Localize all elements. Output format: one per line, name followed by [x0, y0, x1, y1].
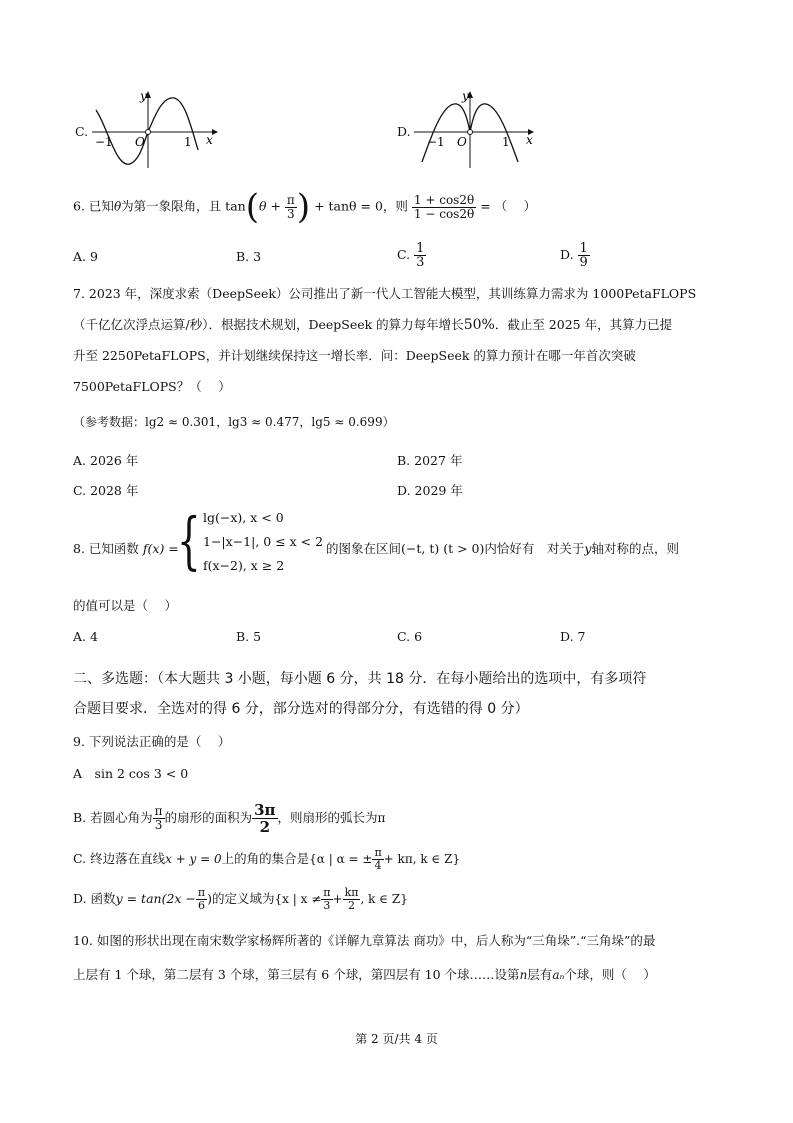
- q5-option-d-graph: [412, 88, 542, 170]
- q6-right-paren: ): [296, 187, 311, 227]
- q5-c-tick-1: 1: [184, 135, 192, 149]
- q6-pi-over-3: $\frac{\pi}{3}$: [286, 192, 295, 221]
- q7-option-c: C. 2028 年: [73, 483, 139, 498]
- q8-case3: f(x−2), x ≥ 2: [203, 558, 285, 573]
- q5-d-y-label: y: [462, 89, 469, 103]
- q6-main-fraction: $\frac{1 + \cos 2\theta}{1 - \cos 2\theta}$: [413, 192, 475, 221]
- q6-text2: 为第一象限角，且: [121, 198, 222, 214]
- q8-option-d: D. 7: [560, 629, 586, 644]
- q5-d-x-label: x: [526, 133, 533, 147]
- page-footer: 第 2 页/共 4 页: [355, 1032, 438, 1046]
- q5-d-tick-neg1: −1: [427, 135, 445, 149]
- q6-option-b: B. 3: [236, 249, 262, 264]
- q8-option-a: A. 4: [73, 629, 98, 644]
- q7-option-d: D. 2029 年: [397, 483, 463, 498]
- q7-line3: 升至 2250PetaFLOPS，并计划继续保持这一增长率．问：DeepSeek 的算力预计在哪一年首次突破: [73, 348, 636, 363]
- q8-option-b: B. 5: [236, 629, 262, 644]
- exam-page: C. −1 O 1 x y D. −1 O 1 x y 6. 已知θ为第一象限角，且 tan(θ + $\frac{\pi}{3}$ ) + tanθ = 0，则 $\frac{1 + \cos 2\theta}{1 - \cos 2\theta}$ = （ ） A. 9 B. 3 C. $\frac{1}{3}$ D. $\frac{1}{9}$ 7. 2023 年，深度求索（DeepSeek）公司推出了新一代人工智能大模型，其训练算力需求为 1000PetaFLOPS （千亿亿次浮点运算/秒）．根据技术规划，DeepSeek 的算力每年增长50%．截止至 2025 年，其算力已提 升至 2250PetaFLOPS，并计划继续保持这一增长率．问：DeepSeek 的算力预计在哪一年首次突破 7500PetaFLOPS？（ ） （参考数据：lg2 ≈ 0.301，lg3 ≈ 0.477，lg5 ≈ 0.699） A. 2026 年 B. 2027 年 C. 2028 年 D. 2029 年 8. 已知函数 f(x) = { lg(−x), x < 0 1−|x−1|, 0 ≤ x < 2 f(x−2), x ≥ 2 的图象在区间(−t, t) (t > 0)内恰好有 对关于y轴对称的点，则 的值可以是（ ） A. 4 B. 5 C. 6 D. 7 二、多选题：（本大题共 3 小题，每小题 6 分，共 18 分．在每小题给出的选项中，有多项符 合题目要求．全选对的得 6 分，部分选对的得部分分，有选错的得 0 分） 9. 下列说法正确的是（ ） A sin 2 cos 3 < 0 B. 若圆心角为 $\frac{\pi}{3}$ 的扇形的面积为 $\frac{3\pi}{2}$ ，则扇形的弧长为π C. 终边落在直线x + y = 0上的角的集合是{α | α = ± $\frac{\pi}{4}$ + kπ, k ∈ Z} D. 函数y = tan(2x − $\frac{\pi}{6}$ )的定义域为{x | x ≠ $\frac{\pi}{3}$ + $\frac{k\pi}{2}$ , k ∈ Z} 10. 如图的形状出现在南宋数学家杨辉所著的《详解九章算法 商功》中，后人称为“三角垛”.“三角垛”的最 上层有 1 个球，第二层有 3 个球，第三层有 6 个球，第四层有 10 个球……设第n层有aₙ个球，则（ ） 第 2 页/共 4 页: [0, 0, 793, 1123]
- q5-option-c-label: C.: [75, 124, 89, 139]
- q8-rest: 的图象在区间(−t, t) (t > 0)内恰好有 对关于y轴对称的点，则: [326, 541, 679, 556]
- q6-text3: + tanθ = 0，则: [314, 198, 408, 214]
- q10-line2: 上层有 1 个球，第二层有 3 个球，第三层有 6 个球，第四层有 10 个球……设第n层有aₙ个球，则（ ）: [73, 967, 656, 982]
- section2-header-line2: 合题目要求．全选对的得 6 分，部分选对的得部分分，有选错的得 0 分）: [73, 701, 529, 717]
- q7-option-b: B. 2027 年: [397, 453, 463, 468]
- q9-option-d: D. 函数y = tan(2x − $\frac{\pi}{6}$ )的定义域为{x | x ≠ $\frac{\pi}{3}$ + $\frac{k\pi}{2}$ , k ∈ Z}: [73, 886, 408, 912]
- q6-left-paren: (: [245, 187, 259, 227]
- q7-line4: 7500PetaFLOPS？（ ）: [73, 379, 231, 394]
- q6-number: 6.: [73, 198, 85, 214]
- q5-c-x-label: x: [206, 133, 213, 147]
- q7-reference: （参考数据：lg2 ≈ 0.301，lg3 ≈ 0.477，lg5 ≈ 0.699）: [73, 415, 395, 429]
- q7-option-a: A. 2026 年: [73, 453, 139, 468]
- q5-option-d-label: D.: [397, 124, 411, 139]
- q8-line2: 的值可以是（ ）: [73, 598, 177, 613]
- q6-text1: 已知: [88, 198, 114, 214]
- q5-d-origin: O: [457, 135, 467, 149]
- question-6: 6. 已知θ为第一象限角，且 tan(θ + $\frac{\pi}{3}$ ) + tanθ = 0，则 $\frac{1 + \cos 2\theta}{1 - \cos 2\theta}$ = （ ）: [73, 187, 537, 227]
- q9-option-b: B. 若圆心角为 $\frac{\pi}{3}$ 的扇形的面积为 $\frac{3\pi}{2}$ ，则扇形的弧长为π: [73, 801, 386, 836]
- q5-c-tick-neg1: −1: [95, 135, 113, 149]
- q6-option-c: C. $\frac{1}{3}$: [397, 241, 425, 270]
- q7-line1: 7. 2023 年，深度求索（DeepSeek）公司推出了新一代人工智能大模型，其训练算力需求为 1000PetaFLOPS: [73, 286, 697, 301]
- q8-case1: lg(−x), x < 0: [203, 510, 284, 525]
- q8-prefix: 8. 已知函数 f(x) =: [73, 541, 179, 556]
- q8-case2: 1−|x−1|, 0 ≤ x < 2: [203, 534, 324, 549]
- q6-tan: tan: [225, 198, 246, 214]
- q6-option-a: A. 9: [73, 249, 98, 264]
- q7-line2: （千亿亿次浮点运算/秒）．根据技术规划，DeepSeek 的算力每年增长50%．截止至 2025 年，其算力已提: [73, 317, 673, 333]
- q9-option-c: C. 终边落在直线x + y = 0上的角的集合是{α | α = ± $\frac{\pi}{4}$ + kπ, k ∈ Z}: [73, 846, 461, 872]
- q10-line1: 10. 如图的形状出现在南宋数学家杨辉所著的《详解九章算法 商功》中，后人称为“三角垛”.“三角垛”的最: [73, 933, 656, 948]
- q8-option-c: C. 6: [397, 629, 423, 644]
- section2-header-line1: 二、多选题：（本大题共 3 小题，每小题 6 分，共 18 分．在每小题给出的选项中，有多项符: [73, 671, 647, 687]
- q9-option-a: A sin 2 cos 3 < 0: [73, 766, 189, 781]
- q5-option-c-graph: [90, 88, 220, 170]
- q5-c-origin: O: [135, 135, 145, 149]
- q5-d-tick-1: 1: [502, 135, 510, 149]
- q9-stem: 9. 下列说法正确的是（ ）: [73, 734, 231, 749]
- q5-c-y-label: y: [140, 89, 147, 103]
- q6-theta: θ: [113, 199, 122, 214]
- q6-option-d: D. $\frac{1}{9}$: [560, 241, 588, 270]
- q6-tail: = （ ）: [480, 198, 537, 214]
